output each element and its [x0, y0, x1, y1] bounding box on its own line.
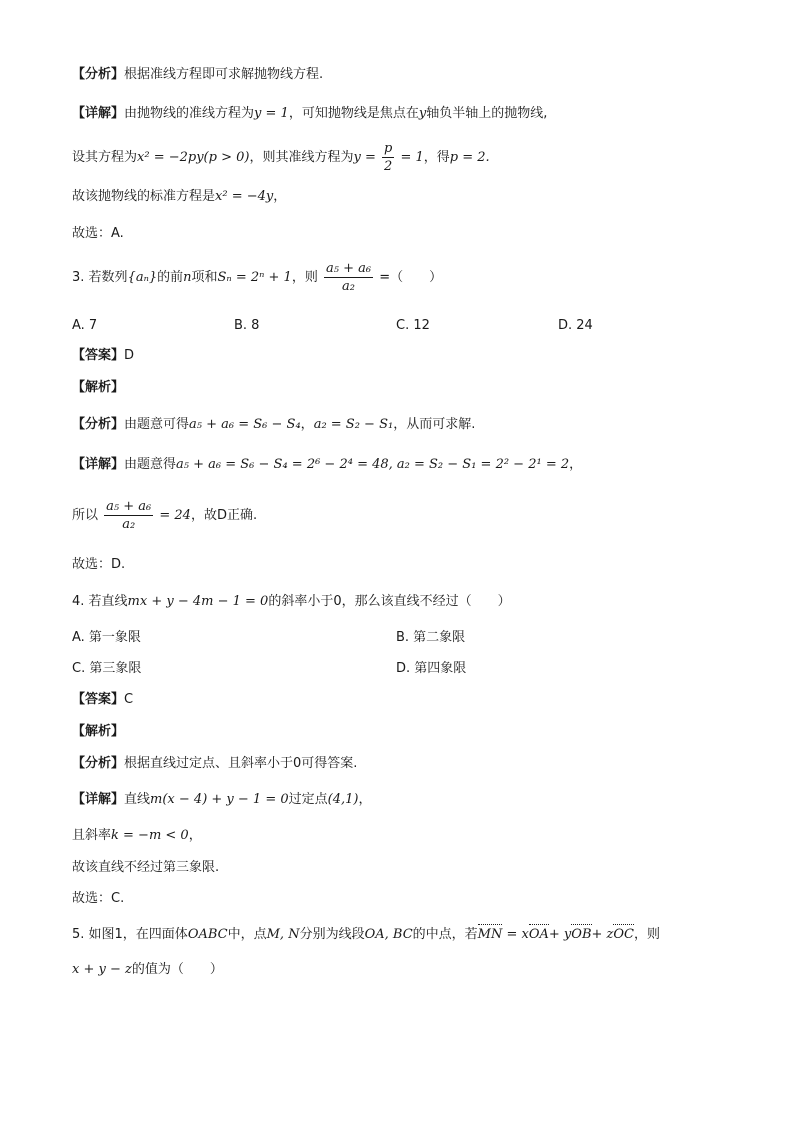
q2-standard-text-a: 故该抛物线的标准方程是	[72, 189, 216, 204]
q2-directrix-eq: y = 1	[254, 106, 289, 121]
q4-detail-b: 过定点	[288, 792, 328, 807]
q2-detail-text-a: 由抛物线的准线方程为	[124, 106, 255, 121]
q4-option-b: B. 第二象限	[396, 630, 466, 645]
q2-set-equation: x² = −2py(p > 0)	[137, 150, 250, 165]
q3-stem-frac-den: a₂	[342, 279, 356, 294]
q3-n: n	[183, 270, 192, 285]
q3-analysis-c: ，从而可求解.	[393, 417, 476, 432]
q4-fixed-point: (4,1)	[327, 792, 359, 807]
q2-detail-text-b: ，可知抛物线是焦点在	[288, 106, 419, 121]
analysis-tag: 【分析】	[72, 756, 125, 771]
q3-choice: 故选：D.	[72, 557, 126, 572]
q2-fraction-num: p	[383, 141, 393, 156]
q5-stem-a: 5. 如图1，在四面体	[72, 927, 188, 942]
q2-set-text-a: 设其方程为	[72, 150, 138, 165]
q3-stem-fraction	[324, 260, 373, 295]
q4-stem-a: 4. 若直线	[72, 594, 128, 609]
q3-stem	[72, 258, 442, 298]
q5-eq-mid1: = x	[502, 927, 529, 942]
q4-line-eq: mx + y − 4m − 1 = 0	[127, 594, 269, 609]
detail-tag: 【详解】	[72, 457, 125, 472]
q2-fraction	[382, 140, 394, 175]
q3-sum-eq: Sₙ = 2ⁿ + 1	[217, 270, 292, 285]
q2-standard-eq: x² = −4y	[215, 189, 274, 204]
q3-so-b: ，故D正确.	[190, 508, 258, 523]
q5-stem-line2	[72, 960, 223, 980]
q5-stem-c: 分别为线段	[299, 927, 365, 942]
detail-tag: 【详解】	[72, 792, 125, 807]
q3-so-eq: = 24	[159, 508, 191, 523]
q3-detail-b: ，	[569, 457, 583, 472]
q3-detail-eq: a₅ + a₆ = S₆ − S₄ = 2⁶ − 2⁴ = 48, a₂ = S₂ − S₁ = 2² − 2¹ = 2	[176, 457, 570, 472]
q3-option-d: D. 24	[558, 318, 593, 333]
q3-so-fraction	[104, 498, 153, 533]
q4-analysis-line	[72, 754, 357, 774]
q5-vector-oc: OC	[613, 925, 634, 945]
q2-set-text-b: ，则其准线方程为	[249, 150, 354, 165]
q4-option-c: C. 第三象限	[72, 661, 142, 676]
q2-detail-line	[72, 104, 547, 124]
q3-analysis-eq1: a₅ + a₆ = S₆ − S₄	[189, 417, 301, 432]
q5-eq-mid3: + z	[591, 927, 614, 942]
analysis-tag: 【分析】	[72, 67, 125, 82]
q2-fraction-den: 2	[384, 159, 393, 174]
q3-detail-a: 由题意得	[124, 457, 177, 472]
q3-analysis-b: ，	[300, 417, 314, 432]
q4-slope-eq: k = −m < 0	[111, 828, 189, 843]
q4-detail-a: 直线	[124, 792, 151, 807]
answer-tag: 【答案】	[72, 348, 125, 363]
q3-stem-e: =（ ）	[379, 270, 443, 285]
answer-tag: 【答案】	[72, 692, 125, 707]
q2-p-value: p = 2.	[449, 150, 490, 165]
q3-stem-frac-num: a₅ + a₆	[325, 261, 372, 276]
q2-standard-line	[72, 187, 286, 207]
q3-solution-tag: 【解析】	[72, 380, 125, 395]
q4-choice: 故选：C.	[72, 891, 125, 906]
q4-answer-line	[72, 690, 133, 710]
q4-stem-b: 的斜率小于0，那么该直线不经过（ ）	[268, 594, 511, 609]
q5-stem-e: ，则	[633, 927, 660, 942]
q2-y-axis-symbol: y	[418, 106, 427, 121]
q2-set-text-c: ，得	[423, 150, 450, 165]
q4-option-d: D. 第四象限	[396, 661, 467, 676]
q3-so-frac-den: a₂	[122, 517, 136, 532]
q2-standard-text-b: ，	[273, 189, 287, 204]
q4-detail-line	[72, 790, 371, 810]
q3-analysis-eq2: a₂ = S₂ − S₁	[313, 417, 394, 432]
q2-analysis-line	[72, 65, 323, 85]
q5-eq-mid2: + y	[548, 927, 572, 942]
q5-tetrahedron: OABC	[187, 927, 228, 942]
q3-option-a: A. 7	[72, 318, 98, 333]
q4-option-a: A. 第一象限	[72, 630, 141, 645]
q5-stem-d: 的中点，若	[412, 927, 478, 942]
q4-slope-b: ，	[188, 828, 202, 843]
q3-stem-b: 的前	[157, 270, 184, 285]
q5-vector-ob: OB	[571, 925, 591, 945]
q3-so-frac-num: a₅ + a₆	[106, 499, 152, 514]
q3-answer-line	[72, 346, 134, 366]
q2-set-line	[72, 140, 490, 176]
q4-detail-eq: m(x − 4) + y − 1 = 0	[150, 792, 289, 807]
q4-analysis-text: 根据直线过定点、且斜率小于0可得答案.	[124, 756, 358, 771]
q5-points: M, N	[266, 927, 300, 942]
q4-slope-line	[72, 826, 202, 846]
q2-analysis-text: 根据准线方程即可求解抛物线方程.	[124, 67, 324, 82]
q3-stem-a: 3. 若数列	[72, 270, 128, 285]
q2-choice: 故选：A.	[72, 226, 124, 241]
detail-tag: 【详解】	[72, 106, 125, 121]
q4-conclusion: 故该直线不经过第三象限.	[72, 860, 220, 875]
q2-detail-text-c: 轴负半轴上的抛物线,	[426, 106, 548, 121]
q3-stem-c: 项和	[191, 270, 218, 285]
q3-option-b: B. 8	[234, 318, 260, 333]
q2-directrix-lhs: y =	[353, 150, 376, 165]
q5-expression: x + y − z	[72, 962, 132, 977]
q3-so-line	[72, 496, 257, 536]
q3-detail-line	[72, 455, 582, 475]
q4-answer: C	[124, 692, 134, 707]
q4-stem	[72, 592, 511, 612]
q3-stem-d: ，则	[291, 270, 318, 285]
q3-so-a: 所以	[72, 508, 99, 523]
q4-solution-tag: 【解析】	[72, 724, 125, 739]
q5-vector-mn: MN	[478, 925, 503, 945]
q5-vector-oa: OA	[529, 925, 549, 945]
q5-stem-f: 的值为（ ）	[131, 962, 223, 977]
q3-sequence: {aₙ}	[127, 270, 158, 285]
analysis-tag: 【分析】	[72, 417, 125, 432]
q3-option-c: C. 12	[396, 318, 430, 333]
q4-detail-c: ，	[358, 792, 372, 807]
q3-analysis-a: 由题意可得	[124, 417, 190, 432]
q3-analysis-line	[72, 415, 475, 435]
q5-stem-b: 中，点	[227, 927, 267, 942]
q3-answer: D	[124, 348, 135, 363]
q2-directrix-rhs: = 1	[400, 150, 424, 165]
q4-slope-a: 且斜率	[72, 828, 112, 843]
q5-segments: OA, BC	[364, 927, 413, 942]
q5-stem-line1	[72, 925, 660, 945]
